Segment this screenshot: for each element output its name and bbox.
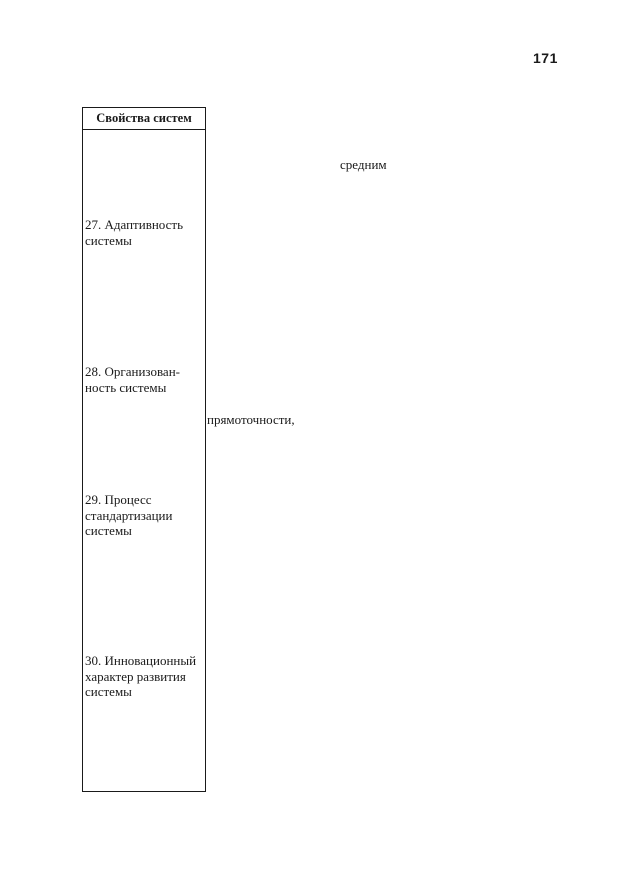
- properties-table: [82, 107, 206, 792]
- text-fragment-pryamotochnosti: прямоточности,: [207, 412, 295, 427]
- table-row-30: 30. Инновационный характер развития системы: [85, 653, 197, 699]
- table-row-27: 27. Адаптивность системы: [85, 217, 183, 248]
- table-row-29: 29. Процесс стандартизации системы: [85, 492, 173, 538]
- table-row-28: 28. Организован- ность системы: [85, 364, 180, 395]
- text-fragment-srednim: средним: [340, 157, 387, 172]
- page-number: 171: [533, 50, 558, 66]
- table-header: Свойства систем: [83, 108, 205, 130]
